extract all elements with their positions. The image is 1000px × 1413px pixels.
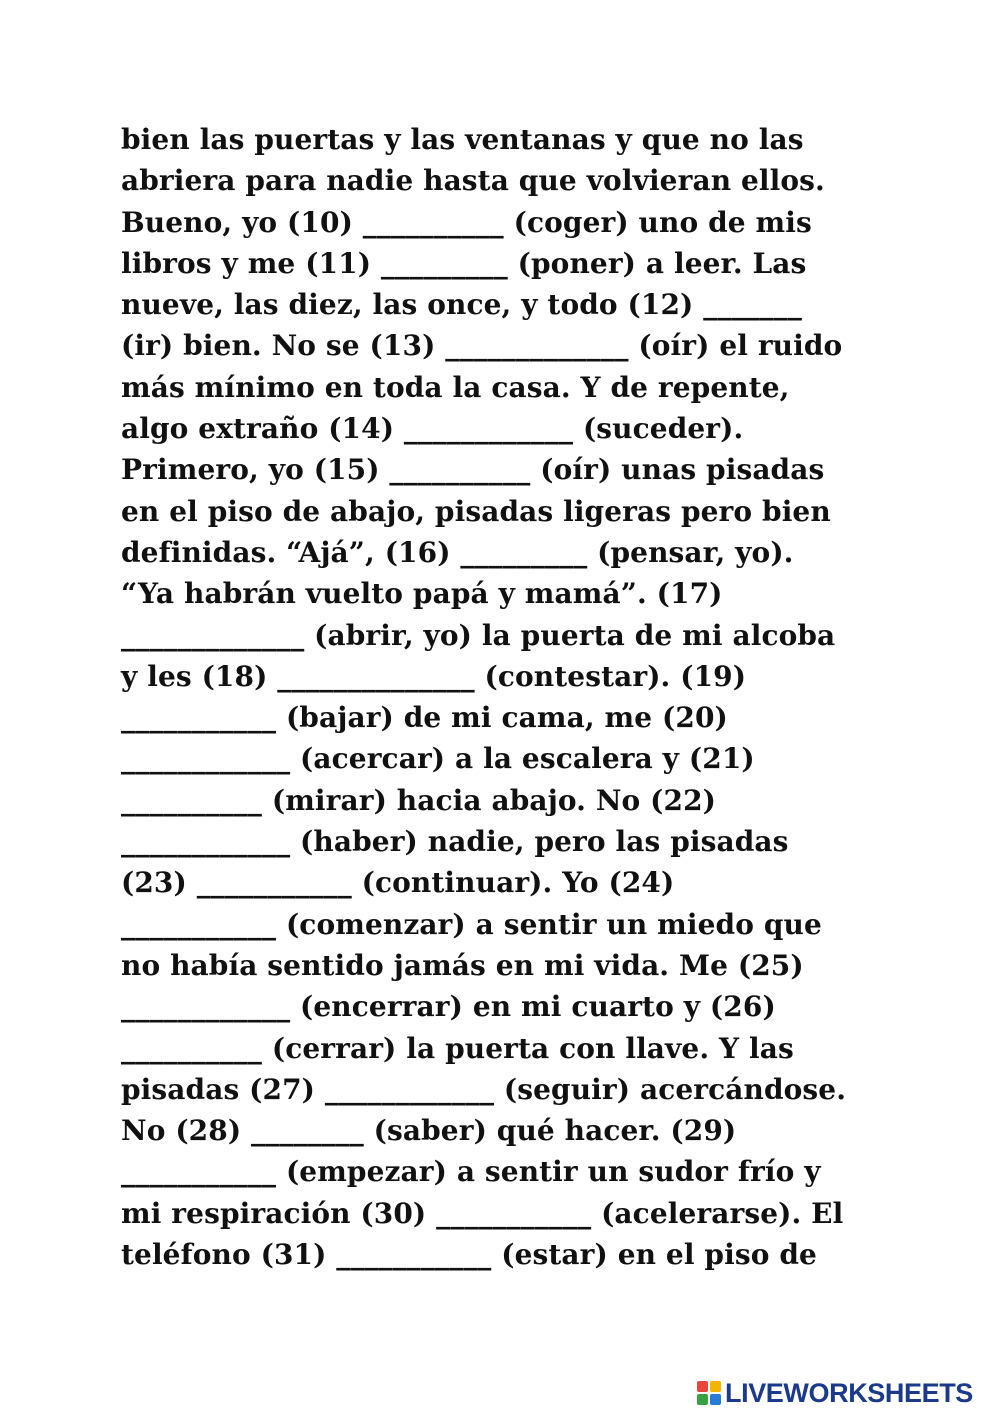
liveworksheets-branding — [697, 1378, 973, 1408]
passage-line: ___________ (comenzar) a sentir un miedo que — [121, 907, 822, 941]
passage-line: __________ (mirar) hacia abajo. No (22) — [121, 783, 717, 817]
logo-square-green — [697, 1394, 708, 1405]
passage-line: en el piso de abajo, pisadas ligeras pero bien — [121, 494, 831, 528]
passage-line: y les (18) ______________ (contestar). (19) — [121, 659, 747, 693]
passage-line: más mínimo en toda la casa. Y de repente, — [121, 370, 790, 404]
passage-line: ___________ (bajar) de mi cama, me (20) — [121, 701, 728, 735]
logo-square-blue — [710, 1394, 721, 1405]
passage-line: bien las puertas y las ventanas y que no las — [121, 123, 804, 156]
passage-line: mi respiración (30) ___________ (acelerarse). El — [121, 1196, 844, 1230]
passage-line: ____________ (encerrar) en mi cuarto y (26) — [121, 990, 776, 1024]
passage-line: _____________ (abrir, yo) la puerta de mi alcoba — [121, 618, 836, 652]
worksheet-passage — [121, 119, 981, 1275]
logo-square-red — [697, 1381, 708, 1392]
passage-line: Primero, yo (15) __________ (oír) unas pisadas — [121, 453, 825, 487]
passage-line: libros y me (11) _________ (poner) a leer. Las — [121, 246, 807, 280]
passage-line: pisadas (27) ____________ (seguir) acercándose. — [121, 1072, 847, 1106]
passage-line: (ir) bien. No se (13) _____________ (oír) el ruido — [121, 329, 843, 363]
passage-line: ____________ (acercar) a la escalera y (21) — [121, 742, 755, 776]
passage-line: ____________ (haber) nadie, pero las pisadas — [121, 825, 789, 859]
passage-line: ___________ (empezar) a sentir un sudor frío y — [121, 1155, 821, 1189]
liveworksheets-logo-icon — [697, 1381, 723, 1405]
passage-line: __________ (cerrar) la puerta con llave. Y las — [121, 1031, 794, 1065]
passage-line: No (28) ________ (saber) qué hacer. (29) — [121, 1114, 737, 1148]
passage-line: algo extraño (14) ____________ (suceder). — [121, 412, 744, 446]
passage-line: abriera para nadie hasta que volvieran ellos. — [121, 164, 825, 198]
passage-line: definidas. “Ajá”, (16) _________ (pensar, yo). — [121, 535, 794, 569]
passage-line: “Ya habrán vuelto papá y mamá”. (17) — [121, 577, 723, 611]
logo-square-yellow — [710, 1381, 721, 1392]
passage-line: no había sentido jamás en mi vida. Me (25) — [121, 948, 804, 982]
passage-line: teléfono (31) ___________ (estar) en el piso de — [121, 1238, 817, 1272]
passage-line: nueve, las diez, las once, y todo (12) _______ — [121, 288, 802, 322]
brand-name: LIVEWORKSHEETS — [725, 1377, 973, 1408]
passage-line: Bueno, yo (10) __________ (coger) uno de mis — [121, 205, 812, 239]
passage-line: (23) ___________ (continuar). Yo (24) — [121, 866, 675, 900]
